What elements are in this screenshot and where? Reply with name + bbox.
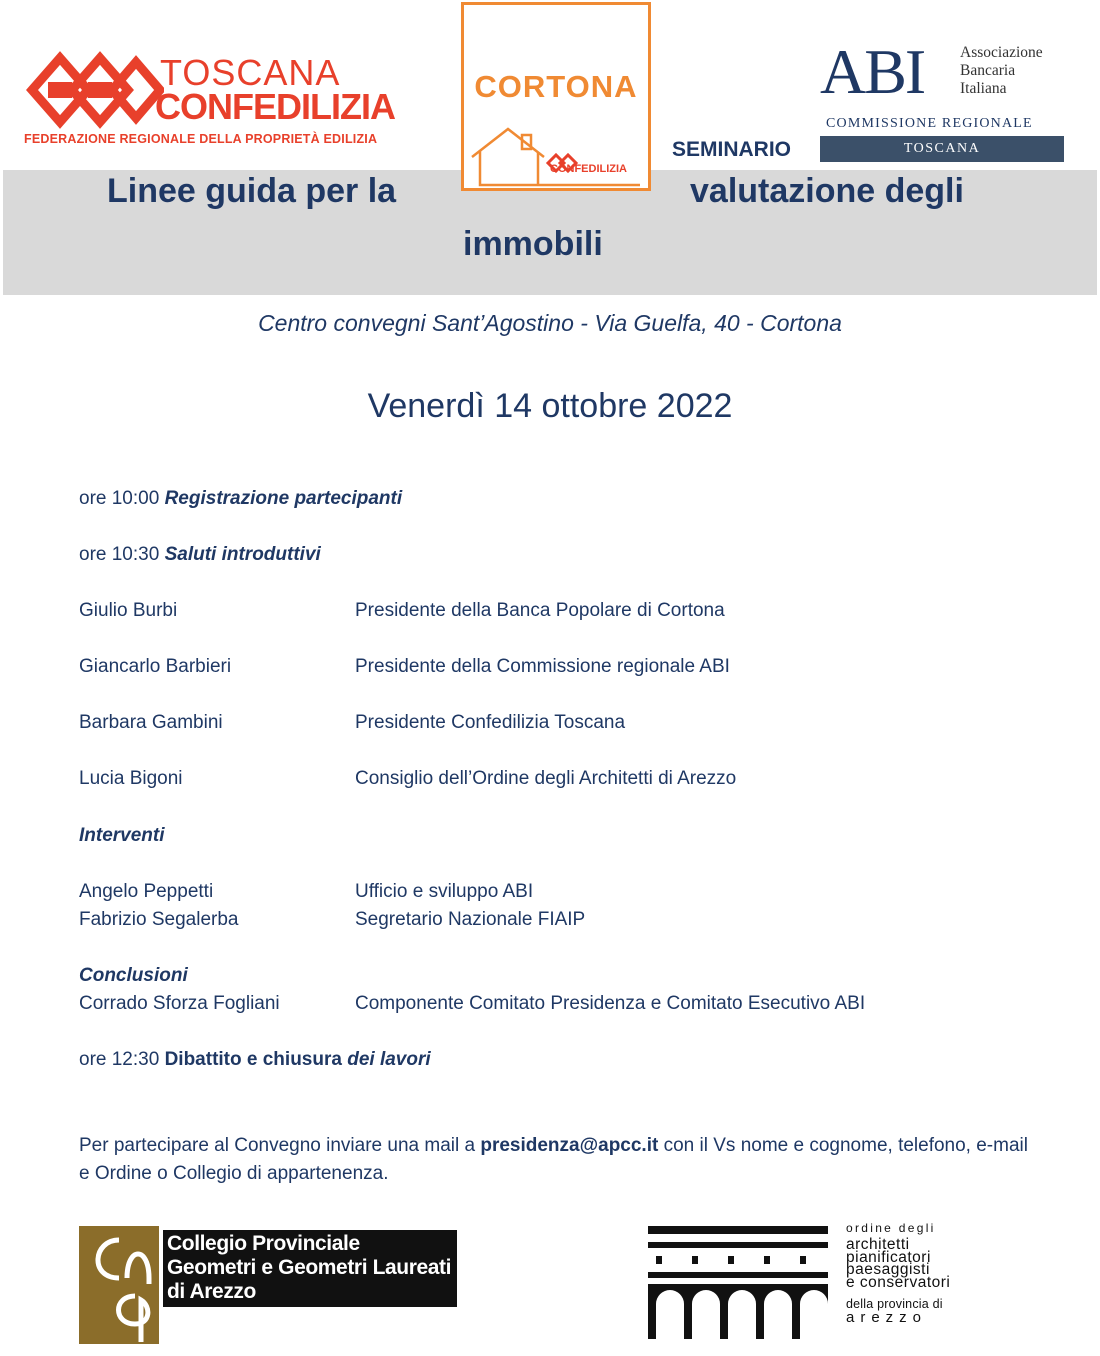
closing-label-italic: dei lavori: [347, 1049, 431, 1070]
confedilizia-subtitle: FEDERAZIONE REGIONALE DELLA PROPRIETÀ EDILIZIA: [24, 132, 378, 146]
confedilizia-mark-icon: [24, 50, 164, 130]
page-title-part3: immobili: [463, 225, 603, 263]
greetings-label: Saluti introduttivi: [164, 544, 321, 565]
abi-letters: ABI: [820, 36, 925, 107]
ordine-line7: arezzo: [846, 1309, 928, 1326]
event-type-label: SEMINARIO: [672, 138, 792, 161]
speaker-role: Segretario Nazionale FIAIP: [355, 909, 586, 930]
collegio-line2: Geometri e Geometri Laureati: [167, 1256, 452, 1279]
page-title-part2: valutazione degli: [690, 172, 964, 210]
speaker-name: Fabrizio Segalerba: [79, 909, 239, 930]
ordine-line2: architetti: [846, 1236, 910, 1253]
speaker-role: Presidente Confedilizia Toscana: [355, 712, 626, 733]
ordine-line1: ordine degli: [846, 1221, 936, 1235]
collegio-logo-text: [163, 1230, 457, 1307]
note-text-before: Per partecipare al Convegno inviare una mail a: [79, 1135, 481, 1156]
speaker-name: Angelo Peppetti: [79, 881, 214, 902]
event-venue: Centro convegni Sant’Agostino - Via Guelfa, 40 - Cortona: [258, 310, 842, 336]
speaker-role: Componente Comitato Presidenza e Comitato Esecutivo ABI: [355, 993, 866, 1014]
speaker-name: Corrado Sforza Fogliani: [79, 993, 280, 1014]
note-text-after: con il Vs nome e cognome, telefono, e-mail e Ordine o Collegio di appartenenza.: [79, 1135, 1028, 1184]
ordine-logo-text: [846, 1222, 966, 1324]
collegio-mark-icon: [79, 1226, 159, 1344]
speaker-role: Ufficio e sviluppo ABI: [355, 881, 534, 902]
architecture-arches-icon: [648, 1226, 828, 1339]
ordine-line5: e conservatori: [846, 1273, 951, 1291]
cortona-brand: CONFEDILIZIA: [550, 163, 627, 175]
speaker-role: Presidente della Banca Popolare di Cortona: [355, 600, 725, 621]
closing-time: ore 12:30: [79, 1049, 160, 1070]
abi-logo: [818, 36, 1068, 164]
page-title-part1: Linee guida per la: [107, 172, 397, 210]
abi-assoc-line1: Associazione: [960, 44, 1043, 61]
ordine-line4: paesaggisti: [846, 1261, 930, 1278]
abi-region: TOSCANA: [820, 136, 1064, 162]
program-greetings: [79, 541, 321, 569]
speaker-name: Giancarlo Barbieri: [79, 656, 232, 677]
abi-assoc-line3: Italiana: [960, 80, 1007, 97]
interventi-heading: Interventi: [79, 825, 165, 846]
registration-time: ore 10:00: [79, 488, 160, 509]
abi-commission: COMMISSIONE REGIONALE: [826, 116, 1033, 131]
abi-assoc-line2: Bancaria: [960, 62, 1016, 79]
ordine-line3: pianificatori: [846, 1248, 931, 1266]
speaker-name: Giulio Burbi: [79, 600, 178, 621]
conclusioni-heading: Conclusioni: [79, 965, 188, 986]
confedilizia-brand-name: CONFEDILIZIA: [155, 86, 395, 127]
registration-label: Registrazione partecipanti: [164, 488, 403, 509]
program-closing: [79, 1046, 431, 1074]
speaker-role: Consiglio dell’Ordine degli Architetti di Arezzo: [355, 768, 737, 789]
confedilizia-region-name: TOSCANA: [160, 52, 341, 93]
speaker-name: Lucia Bigoni: [79, 768, 183, 789]
registration-note: [79, 1132, 1039, 1188]
house-icon: [470, 123, 646, 187]
collegio-monogram-icon: [79, 1226, 159, 1344]
collegio-line3: di Arezzo: [167, 1280, 256, 1303]
closing-label-bold: Dibattito e chiusura: [164, 1049, 342, 1070]
speaker-role: Presidente della Commissione regionale ABI: [355, 656, 730, 677]
program-registration: [79, 485, 402, 513]
speaker-name: Barbara Gambini: [79, 712, 223, 733]
abi-association-name: [960, 44, 1043, 98]
ordine-line6: della provincia di: [846, 1297, 943, 1311]
collegio-line1: Collegio Provinciale: [167, 1232, 360, 1255]
greetings-time: ore 10:30: [79, 544, 160, 565]
cortona-title: CORTONA: [474, 69, 638, 104]
contact-email-link[interactable]: presidenza@apcc.it: [480, 1135, 659, 1156]
event-date: Venerdì 14 ottobre 2022: [367, 387, 733, 425]
cortona-logo: [461, 2, 651, 191]
